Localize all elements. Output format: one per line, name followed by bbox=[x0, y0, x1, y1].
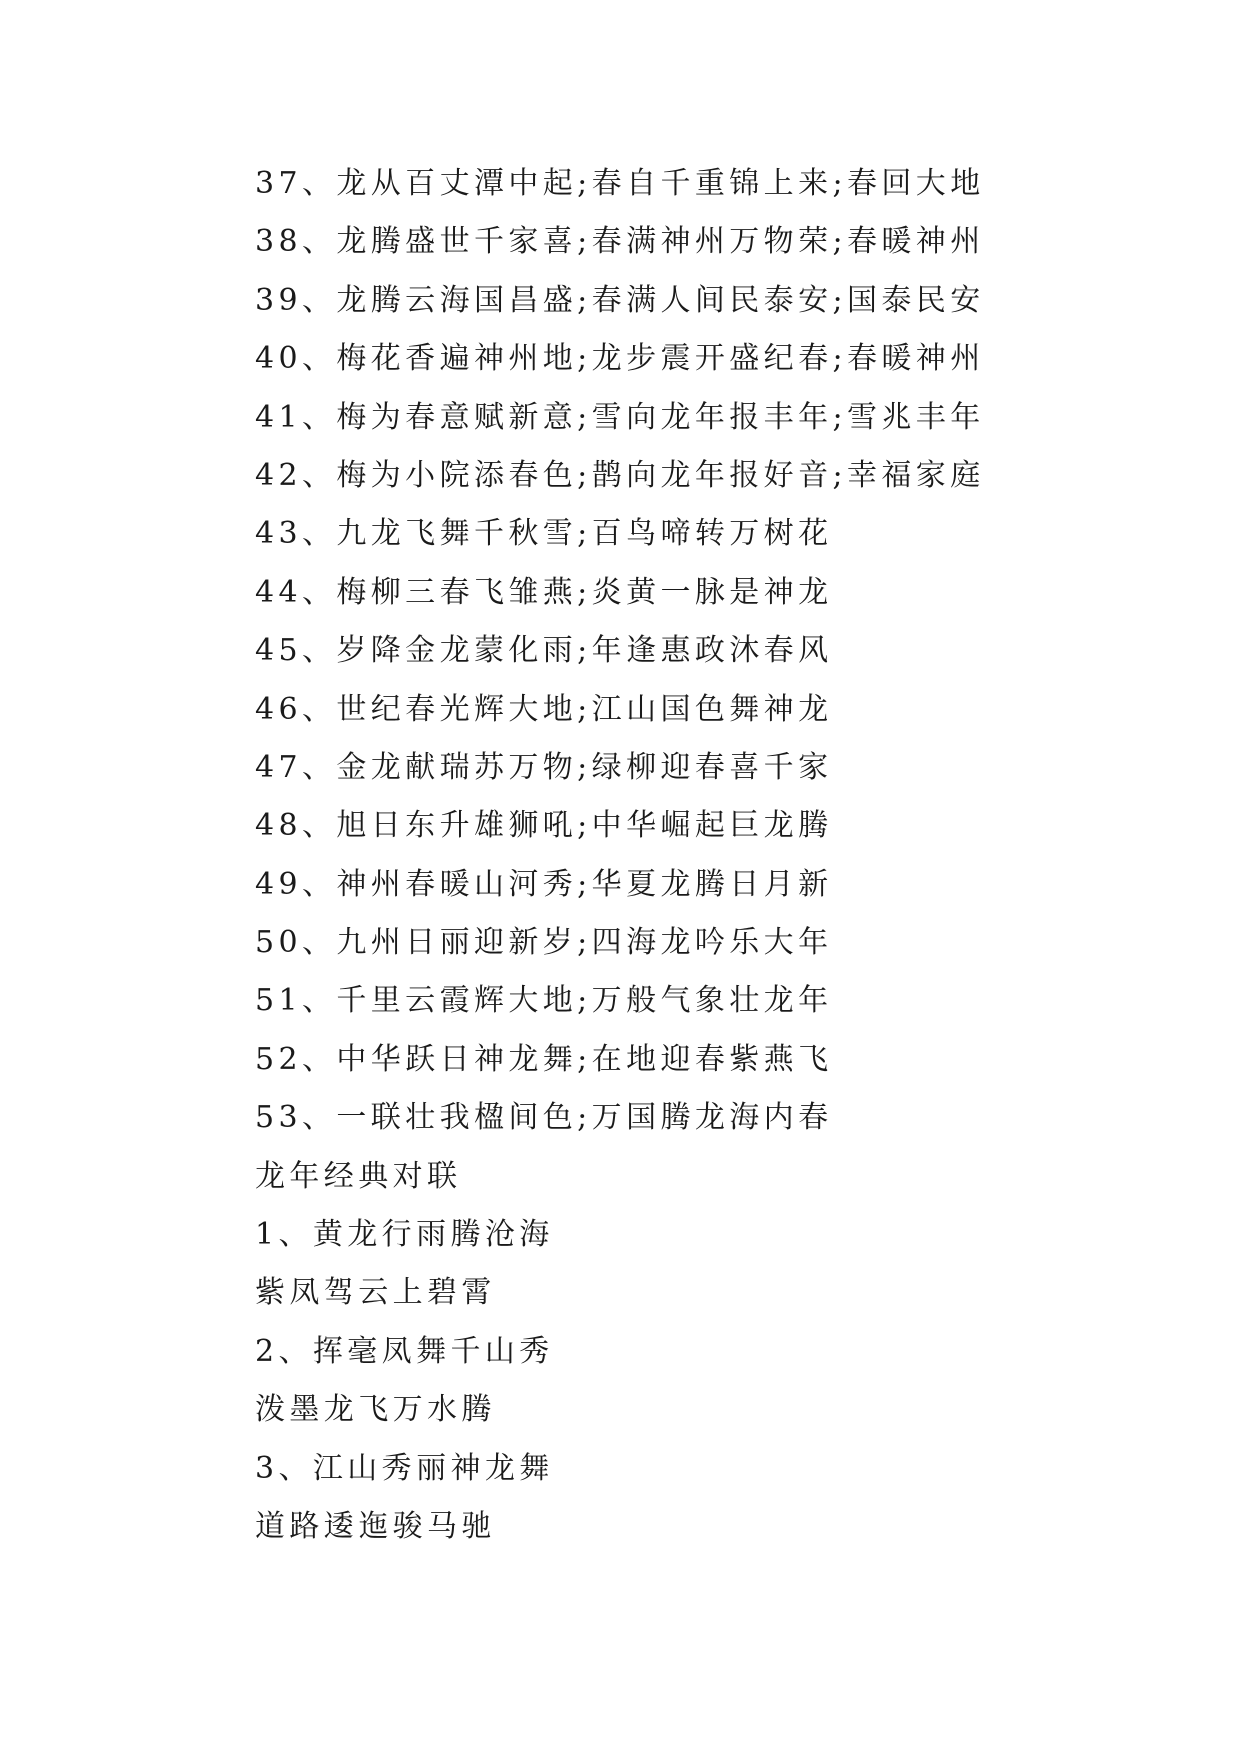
couplet-line-47: 47、金龙献瑞苏万物;绿柳迎春喜千家 bbox=[255, 749, 833, 785]
classic-couplet-3-lower: 道路逶迤骏马驰 bbox=[255, 1508, 496, 1544]
couplet-line-53: 53、一联壮我楹间色;万国腾龙海内春 bbox=[255, 1100, 833, 1136]
classic-couplet-1-lower: 紫凤驾云上碧霄 bbox=[255, 1275, 496, 1311]
classic-couplet-2-lower: 泼墨龙飞万水腾 bbox=[255, 1392, 496, 1428]
couplet-line-40: 40、梅花香遍神州地;龙步震开盛纪春;春暖神州 bbox=[255, 341, 985, 377]
couplet-line-43: 43、九龙飞舞千秋雪;百鸟啼转万树花 bbox=[255, 516, 833, 552]
couplet-text-block bbox=[255, 155, 1095, 1556]
couplet-line-42: 42、梅为小院添春色;鹊向龙年报好音;幸福家庭 bbox=[255, 457, 985, 493]
classic-couplet-3-upper: 3、江山秀丽神龙舞 bbox=[255, 1450, 554, 1486]
couplet-line-41: 41、梅为春意赋新意;雪向龙年报丰年;雪兆丰年 bbox=[255, 399, 985, 435]
couplet-line-38: 38、龙腾盛世千家喜;春满神州万物荣;春暖神州 bbox=[255, 224, 985, 260]
classic-couplet-1-upper: 1、黄龙行雨腾沧海 bbox=[255, 1217, 554, 1253]
couplet-line-48: 48、旭日东升雄狮吼;中华崛起巨龙腾 bbox=[255, 808, 833, 844]
couplet-line-39: 39、龙腾云海国昌盛;春满人间民泰安;国泰民安 bbox=[255, 282, 985, 318]
section-heading: 龙年经典对联 bbox=[255, 1158, 462, 1194]
couplet-line-50: 50、九州日丽迎新岁;四海龙吟乐大年 bbox=[255, 925, 833, 961]
couplet-line-51: 51、千里云霞辉大地;万般气象壮龙年 bbox=[255, 983, 833, 1019]
couplet-line-45: 45、岁降金龙蒙化雨;年逢惠政沐春风 bbox=[255, 633, 833, 669]
couplet-line-49: 49、神州春暖山河秀;华夏龙腾日月新 bbox=[255, 866, 833, 902]
couplet-line-52: 52、中华跃日神龙舞;在地迎春紫燕飞 bbox=[255, 1041, 833, 1077]
classic-couplet-2-upper: 2、挥毫凤舞千山秀 bbox=[255, 1333, 554, 1369]
couplet-line-46: 46、世纪春光辉大地;江山国色舞神龙 bbox=[255, 691, 833, 727]
couplet-line-44: 44、梅柳三春飞雏燕;炎黄一脉是神龙 bbox=[255, 574, 833, 610]
couplet-line-37: 37、龙从百丈潭中起;春自千重锦上来;春回大地 bbox=[255, 166, 985, 201]
